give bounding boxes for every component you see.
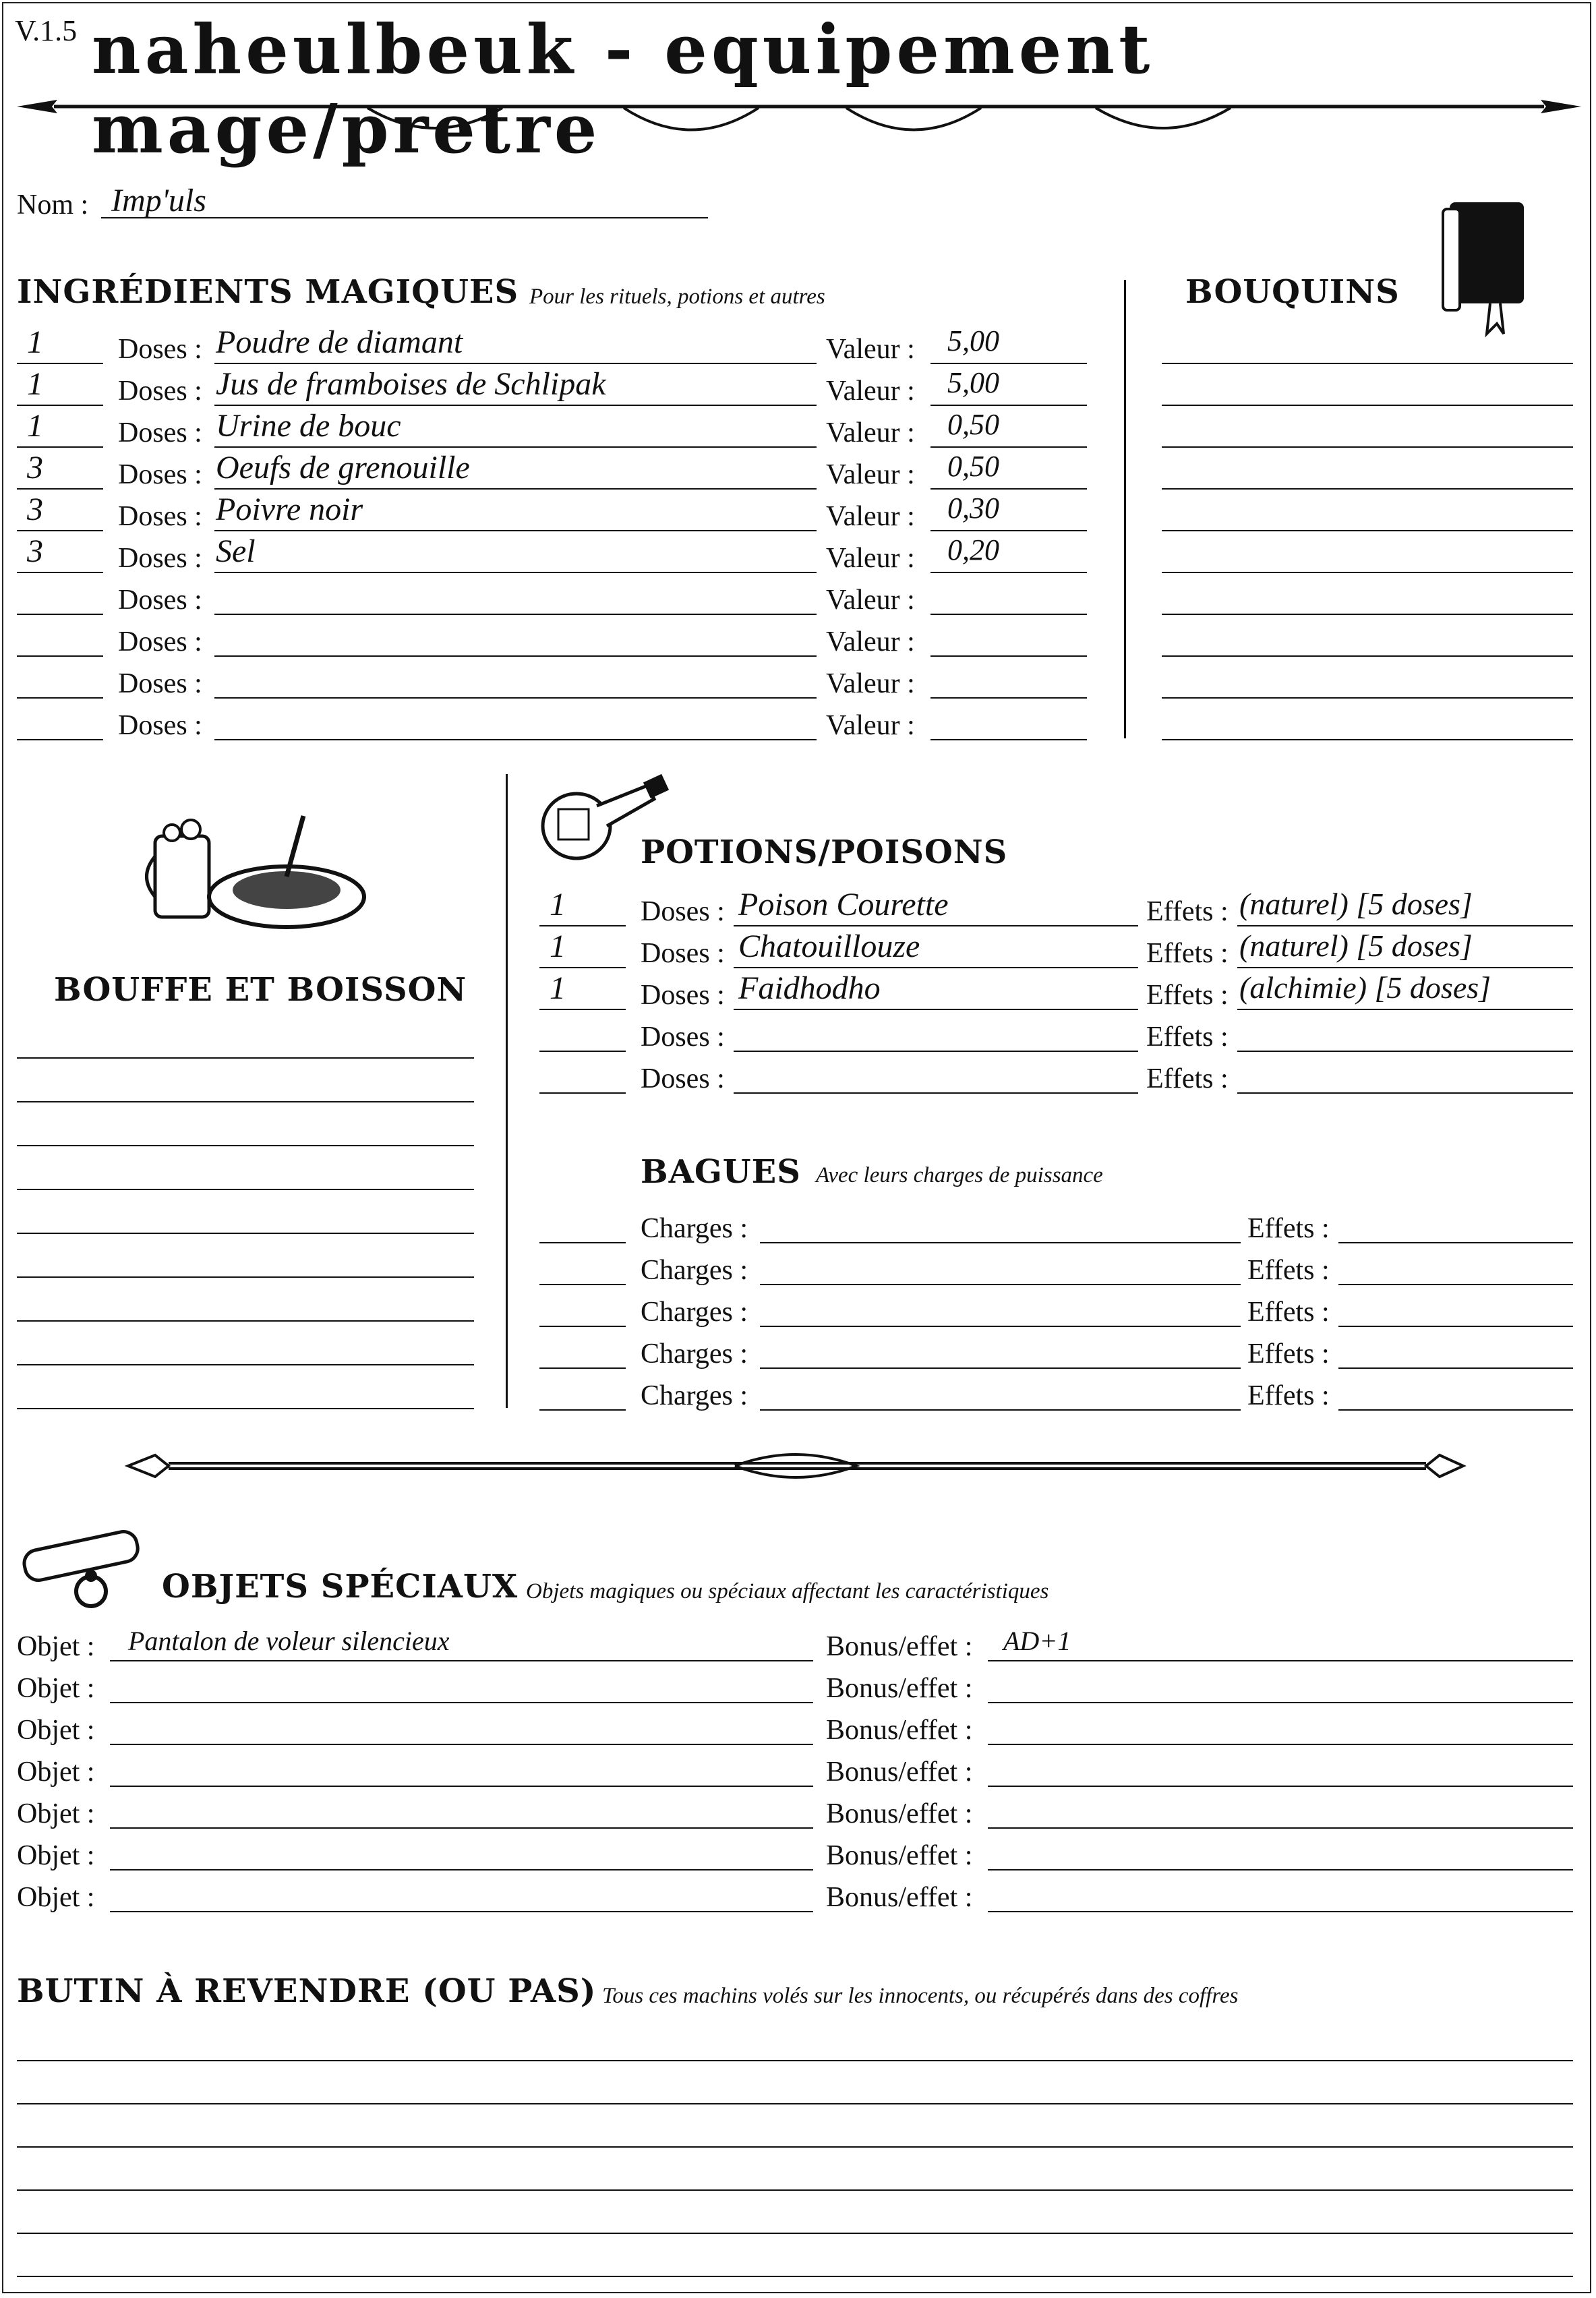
- bouquin-line[interactable]: [1162, 530, 1573, 531]
- valeur-line[interactable]: [930, 530, 1087, 531]
- charges-line[interactable]: [760, 1367, 1241, 1369]
- valeur-label: Valeur :: [826, 376, 915, 407]
- qty-line[interactable]: [17, 488, 103, 490]
- objet-label: Objet :: [17, 1798, 95, 1829]
- effet-line[interactable]: [1338, 1409, 1573, 1411]
- butin-title: BUTIN À REVENDRE (OU PAS): [17, 1972, 597, 2010]
- objet-label: Objet :: [17, 1840, 95, 1871]
- objet-line[interactable]: [110, 1869, 813, 1870]
- effets-label: Effets :: [1146, 1022, 1229, 1053]
- ingredient-valeur[interactable]: 0,30: [947, 492, 999, 525]
- bonus-line[interactable]: [988, 1702, 1573, 1703]
- bonus-label: Bonus/effet :: [826, 1673, 973, 1704]
- ingredient-name[interactable]: Jus de framboises de Schlipak: [216, 366, 606, 402]
- page-title: naheulbeuk - equipement mage/pretre: [92, 9, 1154, 169]
- potion-name[interactable]: Chatouillouze: [738, 929, 920, 964]
- column-divider: [1124, 280, 1126, 738]
- bouffe-line[interactable]: [17, 1364, 474, 1365]
- scroll-ring-icon: [17, 1514, 158, 1615]
- effet-line[interactable]: [1338, 1242, 1573, 1243]
- bonus-line[interactable]: [988, 1786, 1573, 1787]
- effets-label: Effets :: [1247, 1380, 1330, 1411]
- qty-line[interactable]: [539, 1242, 626, 1243]
- valeur-label: Valeur :: [826, 459, 915, 490]
- effets-label: Effets :: [1146, 1063, 1229, 1094]
- ingredient-name-line[interactable]: [214, 530, 817, 531]
- charges-label: Charges :: [641, 1255, 748, 1286]
- bonus-label: Bonus/effet :: [826, 1715, 973, 1746]
- objet-line[interactable]: [110, 1786, 813, 1787]
- charges-line[interactable]: [760, 1242, 1241, 1243]
- doses-label: Doses :: [118, 417, 202, 448]
- bonus-label: Bonus/effet :: [826, 1798, 973, 1829]
- ingredient-name-line[interactable]: [214, 446, 817, 448]
- doses-label: Doses :: [118, 501, 202, 532]
- ingredient-name-line[interactable]: [214, 363, 817, 364]
- ingredient-name-line[interactable]: [214, 488, 817, 490]
- bouffe-line[interactable]: [17, 1408, 474, 1409]
- doses-label: Doses :: [641, 980, 725, 1011]
- valeur-line[interactable]: [930, 739, 1087, 740]
- doses-label: Doses :: [118, 710, 202, 741]
- bonus-label: Bonus/effet :: [826, 1757, 973, 1788]
- qty-line[interactable]: [17, 739, 103, 740]
- bagues-title: BAGUES: [641, 1153, 801, 1191]
- doses-label: Doses :: [118, 585, 202, 616]
- butin-subtitle: Tous ces machins volés sur les innocents, ou récupérés dans des coffres: [602, 1984, 1239, 2008]
- bouffe-line[interactable]: [17, 1101, 474, 1102]
- bouquin-line[interactable]: [1162, 697, 1573, 699]
- ingredients-subtitle: Pour les rituels, potions et autres: [529, 285, 825, 309]
- doses-label: Doses :: [118, 459, 202, 490]
- valeur-label: Valeur :: [826, 668, 915, 699]
- bouquin-line[interactable]: [1162, 739, 1573, 740]
- charges-label: Charges :: [641, 1297, 748, 1328]
- version-label: V.1.5: [15, 14, 78, 47]
- potion-qty[interactable]: 1: [550, 970, 566, 1006]
- bonus-line[interactable]: [988, 1660, 1573, 1661]
- potion-effet[interactable]: (naturel) [5 doses]: [1239, 929, 1473, 963]
- effets-label: Effets :: [1247, 1255, 1330, 1286]
- bouffe-line[interactable]: [17, 1145, 474, 1146]
- qty-line[interactable]: [17, 614, 103, 615]
- potion-qty[interactable]: 1: [550, 887, 566, 922]
- doses-label: Doses :: [118, 376, 202, 407]
- valeur-line[interactable]: [930, 405, 1087, 406]
- butin-line[interactable]: [17, 2189, 1573, 2191]
- charges-label: Charges :: [641, 1380, 748, 1411]
- qty-line[interactable]: [17, 405, 103, 406]
- bouffe-line[interactable]: [17, 1233, 474, 1234]
- nom-label: Nom :: [17, 189, 89, 220]
- butin-line[interactable]: [17, 2233, 1573, 2234]
- potion-name[interactable]: Faidhodho: [738, 970, 881, 1006]
- ingredient-name[interactable]: Poudre de diamant: [216, 324, 463, 360]
- potions-title: POTIONS/POISONS: [641, 833, 1008, 871]
- bouquin-line[interactable]: [1162, 405, 1573, 406]
- effet-line[interactable]: [1237, 1051, 1573, 1052]
- potion-qty[interactable]: 1: [550, 929, 566, 964]
- qty-line[interactable]: [17, 655, 103, 657]
- charges-line[interactable]: [760, 1284, 1241, 1285]
- nom-value[interactable]: Imp'uls: [111, 183, 206, 218]
- objets-subtitle: Objets magiques ou spéciaux affectant les caractéristiques: [526, 1579, 1049, 1603]
- ingredient-valeur[interactable]: 5,00: [947, 366, 999, 399]
- valeur-line[interactable]: [930, 614, 1087, 615]
- valeur-line[interactable]: [930, 572, 1087, 573]
- valeur-label: Valeur :: [826, 626, 915, 657]
- ingredient-name-line[interactable]: [214, 572, 817, 573]
- ingredient-qty[interactable]: 1: [27, 324, 43, 360]
- objet-label: Objet :: [17, 1631, 95, 1662]
- ingredient-name-line[interactable]: [214, 697, 817, 699]
- bonus-label: Bonus/effet :: [826, 1840, 973, 1871]
- ingredient-valeur[interactable]: 0,50: [947, 450, 999, 483]
- objet-value[interactable]: Pantalon de voleur silencieux: [128, 1626, 450, 1656]
- doses-label: Doses :: [118, 626, 202, 657]
- bouquin-line[interactable]: [1162, 572, 1573, 573]
- qty-line[interactable]: [539, 967, 626, 968]
- ingredient-name[interactable]: Sel: [216, 533, 256, 569]
- book-icon: [1436, 196, 1537, 337]
- qty-line[interactable]: [17, 446, 103, 448]
- effets-label: Effets :: [1247, 1338, 1330, 1369]
- effet-line[interactable]: [1338, 1367, 1573, 1369]
- qty-line[interactable]: [539, 1009, 626, 1010]
- qty-line[interactable]: [17, 530, 103, 531]
- objet-line[interactable]: [110, 1827, 813, 1829]
- valeur-label: Valeur :: [826, 501, 915, 532]
- objet-line[interactable]: [110, 1702, 813, 1703]
- bouffe-line[interactable]: [17, 1057, 474, 1059]
- qty-line[interactable]: [539, 1326, 626, 1327]
- column-divider: [506, 774, 508, 1408]
- qty-line[interactable]: [539, 1409, 626, 1411]
- bouffe-line[interactable]: [17, 1276, 474, 1278]
- valeur-line[interactable]: [930, 446, 1087, 448]
- potion-name-line[interactable]: [734, 1092, 1138, 1094]
- bonus-label: Bonus/effet :: [826, 1882, 973, 1913]
- valeur-label: Valeur :: [826, 417, 915, 448]
- bouquin-line[interactable]: [1162, 363, 1573, 364]
- valeur-label: Valeur :: [826, 710, 915, 741]
- ingredients-title: INGRÉDIENTS MAGIQUES: [17, 273, 519, 311]
- qty-line[interactable]: [17, 572, 103, 573]
- objets-title: OBJETS SPÉCIAUX: [162, 1568, 519, 1605]
- bonus-line[interactable]: [988, 1744, 1573, 1745]
- bonus-line[interactable]: [988, 1911, 1573, 1912]
- effets-label: Effets :: [1146, 896, 1229, 927]
- doses-label: Doses :: [641, 896, 725, 927]
- valeur-label: Valeur :: [826, 543, 915, 574]
- ingredient-qty[interactable]: 3: [27, 533, 43, 569]
- objet-line[interactable]: [110, 1911, 813, 1912]
- bouffe-title: BOUFFE ET BOISSON: [54, 971, 467, 1009]
- qty-line[interactable]: [17, 697, 103, 699]
- qty-line[interactable]: [539, 1092, 626, 1094]
- objet-label: Objet :: [17, 1715, 95, 1746]
- spear-divider-icon: [17, 88, 1581, 148]
- ingredient-name-line[interactable]: [214, 614, 817, 615]
- effets-label: Effets :: [1146, 980, 1229, 1011]
- valeur-line[interactable]: [930, 363, 1087, 364]
- food-mug-plate-icon: [138, 802, 367, 937]
- ingredient-name[interactable]: Oeufs de grenouille: [216, 450, 470, 485]
- bouquin-line[interactable]: [1162, 614, 1573, 615]
- qty-line[interactable]: [539, 1284, 626, 1285]
- butin-line[interactable]: [17, 2060, 1573, 2061]
- bonus-label: Bonus/effet :: [826, 1631, 973, 1662]
- objet-label: Objet :: [17, 1673, 95, 1704]
- effet-line[interactable]: [1237, 967, 1573, 968]
- ingredient-valeur[interactable]: 0,20: [947, 533, 999, 566]
- objet-label: Objet :: [17, 1882, 95, 1913]
- effet-line[interactable]: [1338, 1284, 1573, 1285]
- effets-label: Effets :: [1247, 1213, 1330, 1244]
- valeur-line[interactable]: [930, 655, 1087, 657]
- objet-label: Objet :: [17, 1757, 95, 1788]
- bouffe-line[interactable]: [17, 1320, 474, 1322]
- potion-name-line[interactable]: [734, 967, 1138, 968]
- objet-line[interactable]: [110, 1744, 813, 1745]
- potion-effet[interactable]: (naturel) [5 doses]: [1239, 887, 1473, 921]
- valeur-line[interactable]: [930, 697, 1087, 699]
- bouquin-line[interactable]: [1162, 655, 1573, 657]
- effet-line[interactable]: [1237, 1092, 1573, 1094]
- potion-name[interactable]: Poison Courette: [738, 887, 949, 922]
- ingredient-name-line[interactable]: [214, 655, 817, 657]
- qty-line[interactable]: [539, 925, 626, 926]
- ingredient-name[interactable]: Poivre noir: [216, 492, 363, 527]
- charges-label: Charges :: [641, 1213, 748, 1244]
- ingredient-name-line[interactable]: [214, 405, 817, 406]
- doses-label: Doses :: [118, 543, 202, 574]
- charges-label: Charges :: [641, 1338, 748, 1369]
- bonus-line[interactable]: [988, 1827, 1573, 1829]
- doses-label: Doses :: [641, 1022, 725, 1053]
- bouquin-line[interactable]: [1162, 446, 1573, 448]
- ingredient-name[interactable]: Urine de bouc: [216, 408, 401, 444]
- ingredient-qty[interactable]: 1: [27, 408, 43, 444]
- bonus-value[interactable]: AD+1: [1003, 1626, 1071, 1656]
- bagues-subtitle: Avec leurs charges de puissance: [816, 1163, 1103, 1187]
- effets-label: Effets :: [1146, 938, 1229, 969]
- doses-label: Doses :: [118, 668, 202, 699]
- potion-name-line[interactable]: [734, 1009, 1138, 1010]
- ingredient-qty[interactable]: 3: [27, 450, 43, 485]
- doses-label: Doses :: [118, 334, 202, 365]
- ingredient-qty[interactable]: 1: [27, 366, 43, 402]
- ingredient-qty[interactable]: 3: [27, 492, 43, 527]
- qty-line[interactable]: [539, 1367, 626, 1369]
- effets-label: Effets :: [1247, 1297, 1330, 1328]
- effet-line[interactable]: [1338, 1326, 1573, 1327]
- potion-effet[interactable]: (alchimie) [5 doses]: [1239, 970, 1491, 1005]
- butin-line[interactable]: [17, 2276, 1573, 2277]
- effet-line[interactable]: [1237, 1009, 1573, 1010]
- butin-line[interactable]: [17, 2146, 1573, 2148]
- potion-name-line[interactable]: [734, 1051, 1138, 1052]
- bonus-line[interactable]: [988, 1869, 1573, 1870]
- valeur-line[interactable]: [930, 488, 1087, 490]
- effet-line[interactable]: [1237, 925, 1573, 926]
- ingredient-name-line[interactable]: [214, 739, 817, 740]
- bouquins-title: BOUQUINS: [1185, 273, 1400, 311]
- butin-line[interactable]: [17, 2103, 1573, 2104]
- valeur-label: Valeur :: [826, 585, 915, 616]
- doses-label: Doses :: [641, 1063, 725, 1094]
- qty-line[interactable]: [17, 363, 103, 364]
- staff-divider-icon: [128, 1450, 1463, 1490]
- charges-line[interactable]: [760, 1326, 1241, 1327]
- objet-line[interactable]: [110, 1660, 813, 1661]
- ingredient-valeur[interactable]: 0,50: [947, 408, 999, 441]
- valeur-label: Valeur :: [826, 334, 915, 365]
- bouquin-line[interactable]: [1162, 488, 1573, 490]
- ingredient-valeur[interactable]: 5,00: [947, 324, 999, 357]
- potion-name-line[interactable]: [734, 925, 1138, 926]
- bouffe-line[interactable]: [17, 1189, 474, 1190]
- qty-line[interactable]: [539, 1051, 626, 1052]
- charges-line[interactable]: [760, 1409, 1241, 1411]
- doses-label: Doses :: [641, 938, 725, 969]
